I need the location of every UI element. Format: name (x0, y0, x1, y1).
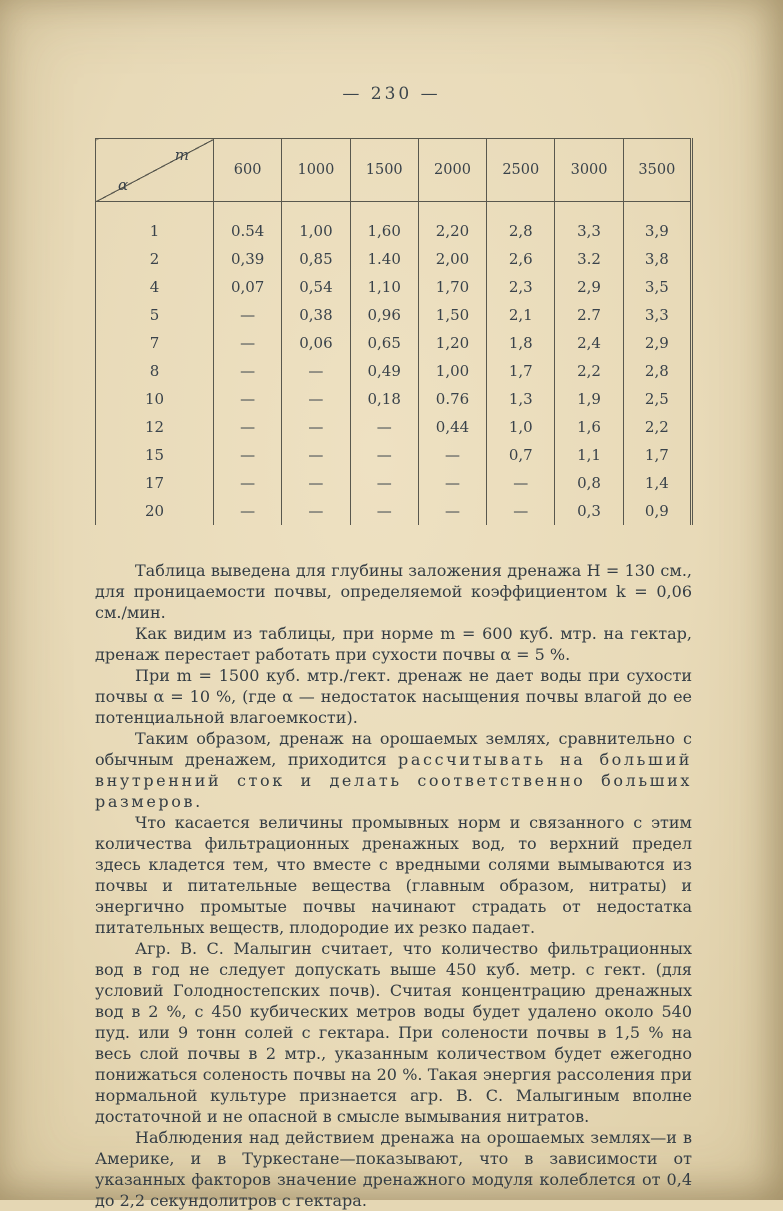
table-cell: 0.76 (418, 385, 486, 413)
spacer-cell (487, 202, 555, 218)
row-header: 20 (96, 497, 214, 525)
column-header-600: 600 (214, 139, 282, 202)
body-text: Что касается величины промывных норм и связанного с этим количества фильтрационных дренажных вод, то верхний предел здесь кладется тем, что вместе с вредными солями вымываются из почвы и питательные вещества (главным образом, нитраты) и энергично промытые почвы начинают страдать от недостатка питательных веществ, плодородие их резко падает. (95, 813, 692, 937)
column-header-2000: 2000 (418, 139, 486, 202)
row-header: 7 (96, 329, 214, 357)
column-header-1500: 1500 (350, 139, 418, 202)
table-cell: 2,8 (623, 357, 691, 385)
table-cell: 1,8 (487, 329, 555, 357)
table-row-alpha-2 (96, 245, 692, 273)
table-cell: 0,54 (282, 273, 350, 301)
table-cell: 0,06 (282, 329, 350, 357)
table-cell: 0,38 (282, 301, 350, 329)
table-cell: — (282, 441, 350, 469)
body-text: Таким образом, дренаж на орошаемых землях, сравнительно с обычным дренажем, приходится (95, 729, 692, 769)
text-block (95, 560, 692, 1211)
table-cell: 1,7 (487, 357, 555, 385)
table-cell: — (282, 469, 350, 497)
table-cell: — (350, 441, 418, 469)
table-row-alpha-10 (96, 385, 692, 413)
column-header-2500: 2500 (487, 139, 555, 202)
row-header: 4 (96, 273, 214, 301)
body-text: Таблица выведена для глубины заложения дренажа H = 130 см., для проницаемости почвы, определяемой коэффициентом k = 0,06 см./мин. (95, 561, 692, 622)
table-cell: 0,49 (350, 357, 418, 385)
spacer-cell (214, 202, 282, 218)
table-cell: 3,8 (623, 245, 691, 273)
table-cell: 1,00 (282, 217, 350, 245)
table-cell: — (214, 357, 282, 385)
table-cell: 0,18 (350, 385, 418, 413)
table-cell: 0,44 (418, 413, 486, 441)
row-header: 2 (96, 245, 214, 273)
table-cell: 2,00 (418, 245, 486, 273)
table-cell: — (418, 497, 486, 525)
row-header: 10 (96, 385, 214, 413)
table-cell: 1,10 (350, 273, 418, 301)
column-header-3500: 3500 (623, 139, 691, 202)
table-cell: 2,20 (418, 217, 486, 245)
table-cell: 1,1 (555, 441, 623, 469)
drainage-table-wrap (95, 138, 693, 525)
table-cell: — (214, 301, 282, 329)
table-cell: 1,6 (555, 413, 623, 441)
table-cell: 1,9 (555, 385, 623, 413)
table-cell: — (214, 385, 282, 413)
table-cell: 0,39 (214, 245, 282, 273)
paragraph-1 (95, 560, 692, 623)
table-cell: 0,7 (487, 441, 555, 469)
table-cell: — (214, 441, 282, 469)
table-cell: 1.40 (350, 245, 418, 273)
table-cell: 0,8 (555, 469, 623, 497)
corner-cell (96, 139, 214, 202)
table-cell: — (282, 357, 350, 385)
table-cell: — (214, 497, 282, 525)
table-cell: 0,65 (350, 329, 418, 357)
spacer-row (96, 202, 692, 218)
table-cell: — (214, 329, 282, 357)
spacer-cell (418, 202, 486, 218)
row-header: 8 (96, 357, 214, 385)
emphasized-text: рассчитывать на больший внутренний сток и делать соответственно больших размеров. (95, 750, 692, 811)
paragraph-4 (95, 728, 692, 812)
row-header: 12 (96, 413, 214, 441)
paragraph-6 (95, 938, 692, 1127)
row-header: 1 (96, 217, 214, 245)
table-cell: 2,6 (487, 245, 555, 273)
table-cell: 2,5 (623, 385, 691, 413)
table-cell: — (350, 413, 418, 441)
table-cell: — (282, 497, 350, 525)
table-cell: 2,9 (623, 329, 691, 357)
drainage-table (95, 138, 693, 525)
table-cell: — (214, 413, 282, 441)
table-cell: 1,50 (418, 301, 486, 329)
table-cell: 2,1 (487, 301, 555, 329)
spacer-cell (555, 202, 623, 218)
paragraph-2 (95, 623, 692, 665)
table-row-alpha-1 (96, 217, 692, 245)
table-cell: — (214, 469, 282, 497)
table-row-alpha-20 (96, 497, 692, 525)
table-cell: 0,07 (214, 273, 282, 301)
table-cell: 3,3 (623, 301, 691, 329)
table-cell: — (487, 469, 555, 497)
table-cell: 1,3 (487, 385, 555, 413)
table-cell: 1,4 (623, 469, 691, 497)
table-cell: 2,8 (487, 217, 555, 245)
column-header-1000: 1000 (282, 139, 350, 202)
table-cell: 0.54 (214, 217, 282, 245)
paragraph-7 (95, 1127, 692, 1211)
table-cell: 1,00 (418, 357, 486, 385)
table-cell: 1,60 (350, 217, 418, 245)
table-cell: 1,7 (623, 441, 691, 469)
table-row-alpha-4 (96, 273, 692, 301)
table-cell: 1,70 (418, 273, 486, 301)
table-cell: 2,2 (623, 413, 691, 441)
paragraph-5 (95, 812, 692, 938)
table-row-alpha-15 (96, 441, 692, 469)
spacer-cell (623, 202, 691, 218)
table-header-row (96, 139, 692, 202)
spacer-cell (282, 202, 350, 218)
table-cell: — (418, 441, 486, 469)
table-cell: 2,3 (487, 273, 555, 301)
table-row-alpha-7 (96, 329, 692, 357)
table-cell: 2,9 (555, 273, 623, 301)
table-cell: 0,96 (350, 301, 418, 329)
table-cell: 2,2 (555, 357, 623, 385)
table-cell: — (418, 469, 486, 497)
table-cell: — (282, 413, 350, 441)
table-cell: 2.7 (555, 301, 623, 329)
table-cell: 1,0 (487, 413, 555, 441)
table-cell: 1,20 (418, 329, 486, 357)
table-cell: 3.2 (555, 245, 623, 273)
body-text: Наблюдения над действием дренажа на орошаемых землях—и в Америке, и в Туркестане—показывают, что в зависимости от указанных факторов значение дренажного модуля колеблется от 0,4 до 2,2 секундолитров с гектара. (95, 1128, 692, 1210)
table-cell: — (350, 497, 418, 525)
paragraph-3 (95, 665, 692, 728)
page-number: — 230 — (342, 84, 441, 104)
row-header: 5 (96, 301, 214, 329)
table-cell: 3,5 (623, 273, 691, 301)
row-header: 17 (96, 469, 214, 497)
corner-label-m: m (174, 146, 189, 164)
table-cell: — (487, 497, 555, 525)
table-row-alpha-8 (96, 357, 692, 385)
body-text: Агр. В. С. Малыгин считает, что количество фильтрационных вод в год не следует допускать выше 450 куб. метр. с гект. (для условий Голодностепских почв). Считая концентрацию дренажных вод в 2 %, с 450 кубических метров воды будет удалено около 540 пуд. или 9 тонн солей с гектара. При солености почвы в 1,5 % на весь слой почвы в 2 мтр., указанным количеством будет ежегодно понижаться соленость почвы на 20 %. Такая энергия рассоления при нормальной культуре признается агр. В. С. Малыгиным вполне достаточной и не опасной в смысле вымывания нитратов. (95, 939, 692, 1126)
table-cell: 3,3 (555, 217, 623, 245)
body-text: При m = 1500 куб. мтр./гект. дренаж не дает воды при сухости почвы α = 10 %, (где α — недостаток насыщения почвы влагой до ее потенциальной влагоемкости). (95, 666, 692, 727)
table-cell: 2,4 (555, 329, 623, 357)
table-cell: — (282, 385, 350, 413)
column-header-3000: 3000 (555, 139, 623, 202)
table-row-alpha-12 (96, 413, 692, 441)
row-header: 15 (96, 441, 214, 469)
table-cell: — (350, 469, 418, 497)
table-row-alpha-17 (96, 469, 692, 497)
table-cell: 3,9 (623, 217, 691, 245)
spacer-cell (96, 202, 214, 218)
spacer-cell (350, 202, 418, 218)
corner-label-alpha: α (118, 176, 129, 194)
table-cell: 0,9 (623, 497, 691, 525)
table-cell: 0,3 (555, 497, 623, 525)
table-cell: 0,85 (282, 245, 350, 273)
table-row-alpha-5 (96, 301, 692, 329)
body-text: Как видим из таблицы, при норме m = 600 куб. мтр. на гектар, дренаж перестает работать при сухости почвы α = 5 %. (95, 624, 692, 664)
table-body (96, 202, 692, 526)
